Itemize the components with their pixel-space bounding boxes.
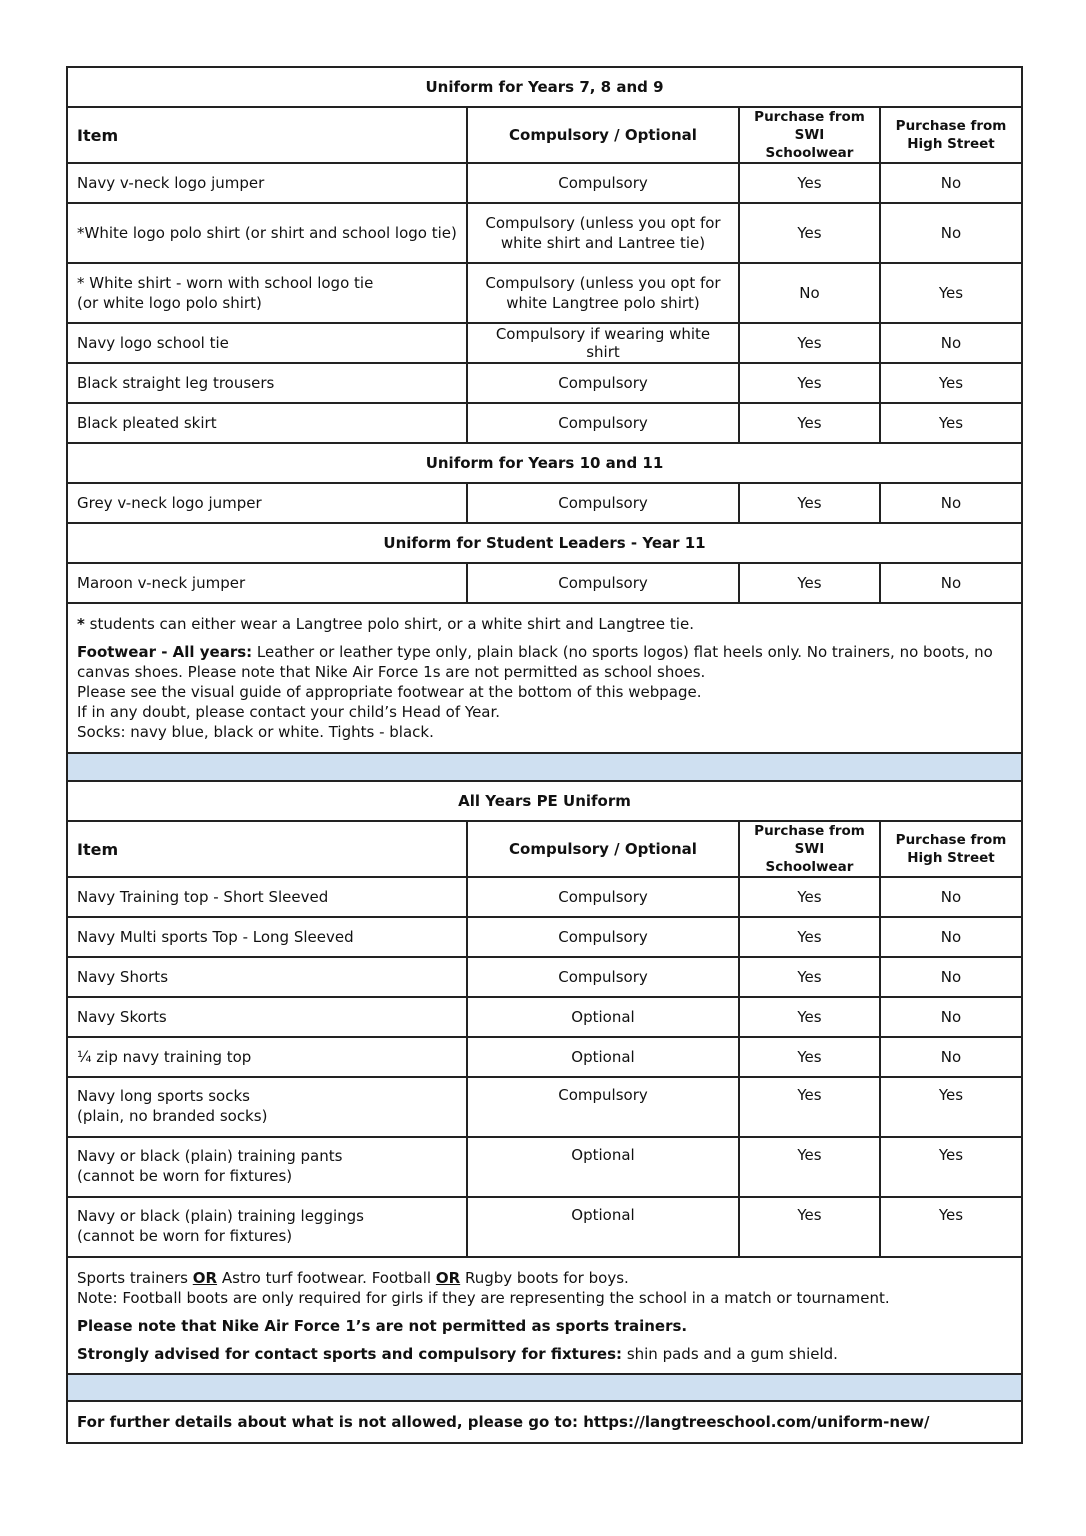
section-header-row: [67, 523, 1022, 563]
high-street-cell: No: [880, 997, 1022, 1037]
status-cell: Compulsory: [467, 163, 739, 203]
swi-cell: Yes: [739, 203, 880, 263]
item-cell: Navy or black (plain) training leggings (cannot be worn for fixtures): [67, 1197, 467, 1257]
table-row: [67, 363, 1022, 403]
table-row: [67, 877, 1022, 917]
note-star: * students can either wear a Langtree polo shirt, or a white shirt and Langtree tie.: [77, 615, 694, 633]
swi-cell: Yes: [739, 917, 880, 957]
blue-divider: [67, 753, 1022, 781]
item-cell: Grey v-neck logo jumper: [67, 483, 467, 523]
note-sports-trainers: Sports trainers OR Astro turf footwear. Football OR Rugby boots for boys.: [77, 1268, 629, 1287]
note-nike-air-force: Please note that Nike Air Force 1’s are not permitted as sports trainers.: [77, 1316, 688, 1335]
uniform-notes: [67, 603, 1022, 753]
item-cell: Navy Skorts: [67, 997, 467, 1037]
table-row: [67, 1137, 1022, 1197]
table-row: [67, 1077, 1022, 1137]
status-cell: Compulsory: [467, 957, 739, 997]
header-compulsory-optional: Compulsory / Optional: [467, 821, 739, 877]
high-street-cell: No: [880, 563, 1022, 603]
swi-cell: Yes: [739, 1077, 880, 1137]
item-cell: Navy or black (plain) training pants (cannot be worn for fixtures): [67, 1137, 467, 1197]
item-cell: Navy Training top - Short Sleeved: [67, 877, 467, 917]
table-row: [67, 563, 1022, 603]
column-header-row: [67, 821, 1022, 877]
note-socks: Socks: navy blue, black or white. Tights - black.: [77, 723, 434, 741]
notes-row: [67, 1257, 1022, 1374]
status-cell: Optional: [467, 1137, 739, 1197]
status-cell: Compulsory if wearing white shirt: [467, 323, 739, 363]
high-street-cell: Yes: [880, 263, 1022, 323]
note-footwear: Footwear - All years: Leather or leather type only, plain black (no sports logos) flat heels only. No trainers, no boots, no canvas shoes. Please note that Nike Air Force 1s are not permitted as school shoes.: [77, 643, 993, 681]
section-header-row: [67, 781, 1022, 821]
table-row: [67, 403, 1022, 443]
note-football-boots: Note: Football boots are only required for girls if they are representing the school in a match or tournament.: [77, 1288, 890, 1307]
section-title-student-leaders: Uniform for Student Leaders - Year 11: [67, 523, 1022, 563]
item-cell: Black straight leg trousers: [67, 363, 467, 403]
section-title-years-10-11: Uniform for Years 10 and 11: [67, 443, 1022, 483]
swi-cell: Yes: [739, 957, 880, 997]
pe-notes: [67, 1257, 1022, 1374]
item-cell: Navy Shorts: [67, 957, 467, 997]
swi-cell: Yes: [739, 1197, 880, 1257]
header-swi-schoolwear: Purchase from SWI Schoolwear: [739, 107, 880, 163]
further-details-footer: For further details about what is not allowed, please go to: https://langtreeschool.com/uniform-new/: [67, 1401, 1022, 1443]
item-cell: Maroon v-neck jumper: [67, 563, 467, 603]
section-header-row: [67, 67, 1022, 107]
status-cell: Compulsory: [467, 877, 739, 917]
note-head-of-year: If in any doubt, please contact your child’s Head of Year.: [77, 703, 501, 721]
high-street-cell: Yes: [880, 363, 1022, 403]
table-row: [67, 263, 1022, 323]
swi-cell: Yes: [739, 877, 880, 917]
item-cell: *White logo polo shirt (or shirt and school logo tie): [67, 203, 467, 263]
high-street-cell: Yes: [880, 403, 1022, 443]
swi-cell: Yes: [739, 403, 880, 443]
table-row: [67, 957, 1022, 997]
section-title-pe: All Years PE Uniform: [67, 781, 1022, 821]
table-row: [67, 997, 1022, 1037]
item-cell: Navy Multi sports Top - Long Sleeved: [67, 917, 467, 957]
table-row: [67, 483, 1022, 523]
item-cell: ¼ zip navy training top: [67, 1037, 467, 1077]
status-cell: Compulsory: [467, 1077, 739, 1137]
swi-cell: Yes: [739, 1137, 880, 1197]
header-high-street: Purchase from High Street: [880, 107, 1022, 163]
status-cell: Compulsory (unless you opt for white Langtree polo shirt): [467, 263, 739, 323]
note-visual-guide: Please see the visual guide of appropriate footwear at the bottom of this webpage.: [77, 683, 702, 701]
item-cell: Navy long sports socks (plain, no branded socks): [67, 1077, 467, 1137]
swi-cell: Yes: [739, 483, 880, 523]
status-cell: Compulsory: [467, 483, 739, 523]
high-street-cell: No: [880, 483, 1022, 523]
uniform-table: [66, 66, 1023, 1444]
separator-band: [67, 1374, 1022, 1401]
blue-divider: [67, 1374, 1022, 1401]
high-street-cell: Yes: [880, 1197, 1022, 1257]
separator-band: [67, 753, 1022, 781]
high-street-cell: No: [880, 323, 1022, 363]
table-row: [67, 203, 1022, 263]
swi-cell: Yes: [739, 563, 880, 603]
status-cell: Compulsory: [467, 563, 739, 603]
high-street-cell: No: [880, 203, 1022, 263]
status-cell: Optional: [467, 1037, 739, 1077]
item-cell: * White shirt - worn with school logo tie (or white logo polo shirt): [67, 263, 467, 323]
item-cell: Navy logo school tie: [67, 323, 467, 363]
high-street-cell: No: [880, 917, 1022, 957]
swi-cell: Yes: [739, 163, 880, 203]
swi-cell: Yes: [739, 323, 880, 363]
item-cell: Black pleated skirt: [67, 403, 467, 443]
header-item: Item: [67, 821, 467, 877]
high-street-cell: No: [880, 957, 1022, 997]
status-cell: Optional: [467, 1197, 739, 1257]
table-row: [67, 323, 1022, 363]
header-swi-schoolwear: Purchase from SWI Schoolwear: [739, 821, 880, 877]
table-row: [67, 163, 1022, 203]
swi-cell: Yes: [739, 997, 880, 1037]
section-header-row: [67, 443, 1022, 483]
swi-cell: Yes: [739, 1037, 880, 1077]
header-high-street: Purchase from High Street: [880, 821, 1022, 877]
high-street-cell: No: [880, 163, 1022, 203]
high-street-cell: Yes: [880, 1077, 1022, 1137]
notes-row: [67, 603, 1022, 753]
high-street-cell: No: [880, 1037, 1022, 1077]
header-item: Item: [67, 107, 467, 163]
high-street-cell: No: [880, 877, 1022, 917]
status-cell: Compulsory: [467, 917, 739, 957]
high-street-cell: Yes: [880, 1137, 1022, 1197]
swi-cell: No: [739, 263, 880, 323]
column-header-row: [67, 107, 1022, 163]
table-row: [67, 1197, 1022, 1257]
status-cell: Compulsory (unless you opt for white shirt and Lantree tie): [467, 203, 739, 263]
table-row: [67, 917, 1022, 957]
swi-cell: Yes: [739, 363, 880, 403]
table-row: [67, 1037, 1022, 1077]
status-cell: Compulsory: [467, 363, 739, 403]
item-cell: Navy v-neck logo jumper: [67, 163, 467, 203]
section-title-years-7-8-9: Uniform for Years 7, 8 and 9: [67, 67, 1022, 107]
status-cell: Compulsory: [467, 403, 739, 443]
status-cell: Optional: [467, 997, 739, 1037]
header-compulsory-optional: Compulsory / Optional: [467, 107, 739, 163]
footer-row: [67, 1401, 1022, 1443]
note-shin-pads: Strongly advised for contact sports and compulsory for fixtures: shin pads and a gum shield.: [77, 1344, 838, 1363]
